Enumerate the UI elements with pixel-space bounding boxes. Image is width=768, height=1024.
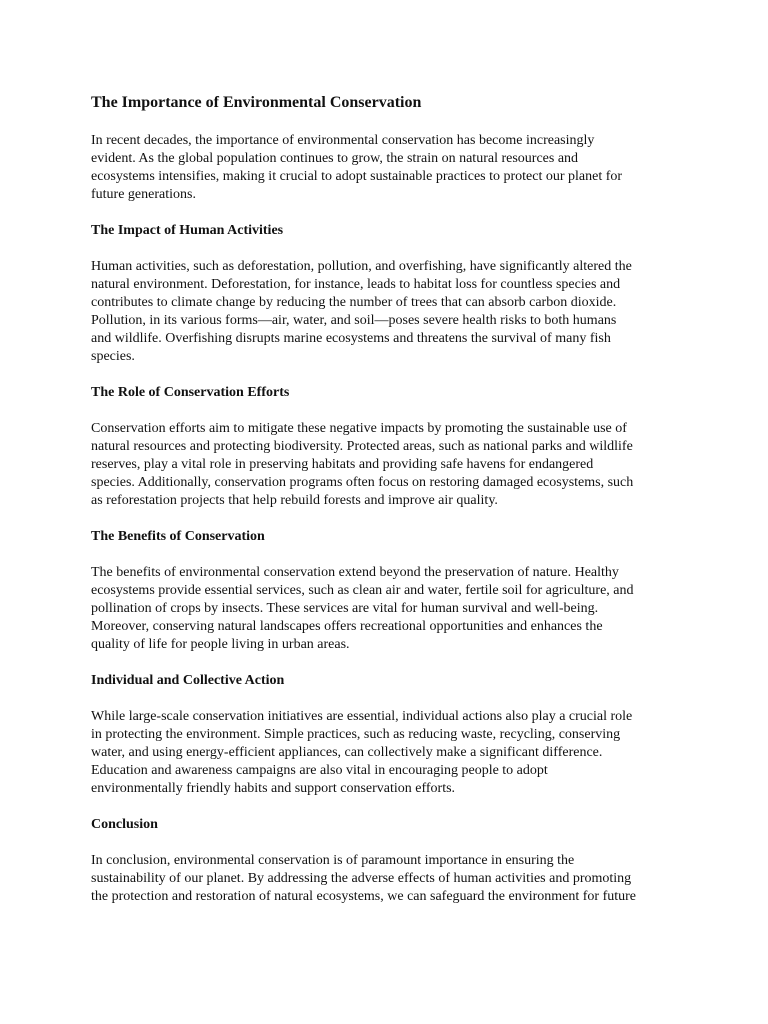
- section-heading-human-activities: The Impact of Human Activities: [91, 223, 284, 238]
- section-heading-conclusion: Conclusion: [91, 817, 158, 832]
- paragraph-line: In conclusion, environmental conservation is of paramount importance in ensuring the: [91, 853, 575, 868]
- paragraph-line: Moreover, conserving natural landscapes offers recreational opportunities and enhances the: [91, 619, 603, 634]
- paragraph-line: species. Additionally, conservation programs often focus on restoring damaged ecosystems, such: [91, 475, 634, 490]
- section-paragraph-conservation-efforts: [91, 420, 681, 510]
- paragraph-line: Human activities, such as deforestation, pollution, and overfishing, have significantly altered the: [91, 259, 632, 274]
- paragraph-line: as reforestation projects that help rebuild forests and improve air quality.: [91, 493, 498, 508]
- paragraph-line: ecosystems provide essential services, such as clean air and water, fertile soil for agriculture, and: [91, 583, 634, 598]
- paragraph-line: natural environment. Deforestation, for instance, leads to habitat loss for countless species and: [91, 277, 621, 292]
- paragraph-line: natural resources and protecting biodiversity. Protected areas, such as national parks and wildlife: [91, 439, 633, 454]
- paragraph-line: environmentally friendly habits and support conservation efforts.: [91, 781, 456, 796]
- intro-paragraph: [91, 132, 681, 204]
- section-paragraph-individual-action: [91, 708, 681, 798]
- paragraph-line: contributes to climate change by reducing the number of trees that can absorb carbon dioxide.: [91, 295, 617, 310]
- paragraph-line: The benefits of environmental conservation extend beyond the preservation of nature. Healthy: [91, 565, 619, 580]
- section-heading-conservation-efforts: The Role of Conservation Efforts: [91, 385, 290, 400]
- paragraph-line: pollination of crops by insects. These services are vital for human survival and well-being.: [91, 601, 599, 616]
- section-paragraph-conclusion: [91, 852, 681, 906]
- document-page: [91, 92, 681, 924]
- paragraph-line: and wildlife. Overfishing disrupts marine ecosystems and threatens the survival of many fish: [91, 331, 611, 346]
- intro-line: evident. As the global population continues to grow, the strain on natural resources and: [91, 151, 579, 166]
- paragraph-line: the protection and restoration of natural ecosystems, we can safeguard the environment for future: [91, 889, 637, 904]
- intro-line: ecosystems intensifies, making it crucial to adopt sustainable practices to protect our planet for: [91, 169, 623, 184]
- section-paragraph-benefits: [91, 564, 681, 654]
- section-heading-benefits: The Benefits of Conservation: [91, 529, 265, 544]
- section-paragraph-human-activities: [91, 258, 681, 366]
- paragraph-line: reserves, play a vital role in preserving habitats and providing safe havens for endangered: [91, 457, 594, 472]
- paragraph-line: water, and using energy-efficient appliances, can collectively make a significant difference.: [91, 745, 603, 760]
- paragraph-line: While large-scale conservation initiatives are essential, individual actions also play a crucial role: [91, 709, 633, 724]
- paragraph-line: species.: [91, 349, 135, 364]
- intro-line: future generations.: [91, 187, 196, 202]
- document-title: The Importance of Environmental Conservation: [91, 94, 422, 111]
- paragraph-line: Pollution, in its various forms—air, water, and soil—poses severe health risks to both humans: [91, 313, 617, 328]
- section-heading-individual-action: Individual and Collective Action: [91, 673, 285, 688]
- paragraph-line: Education and awareness campaigns are also vital in encouraging people to adopt: [91, 763, 548, 778]
- intro-line: In recent decades, the importance of environmental conservation has become increasingly: [91, 133, 595, 148]
- paragraph-line: quality of life for people living in urban areas.: [91, 637, 350, 652]
- paragraph-line: Conservation efforts aim to mitigate these negative impacts by promoting the sustainable use of: [91, 421, 627, 436]
- paragraph-line: sustainability of our planet. By addressing the adverse effects of human activities and promoting: [91, 871, 632, 886]
- paragraph-line: in protecting the environment. Simple practices, such as reducing waste, recycling, conserving: [91, 727, 621, 742]
